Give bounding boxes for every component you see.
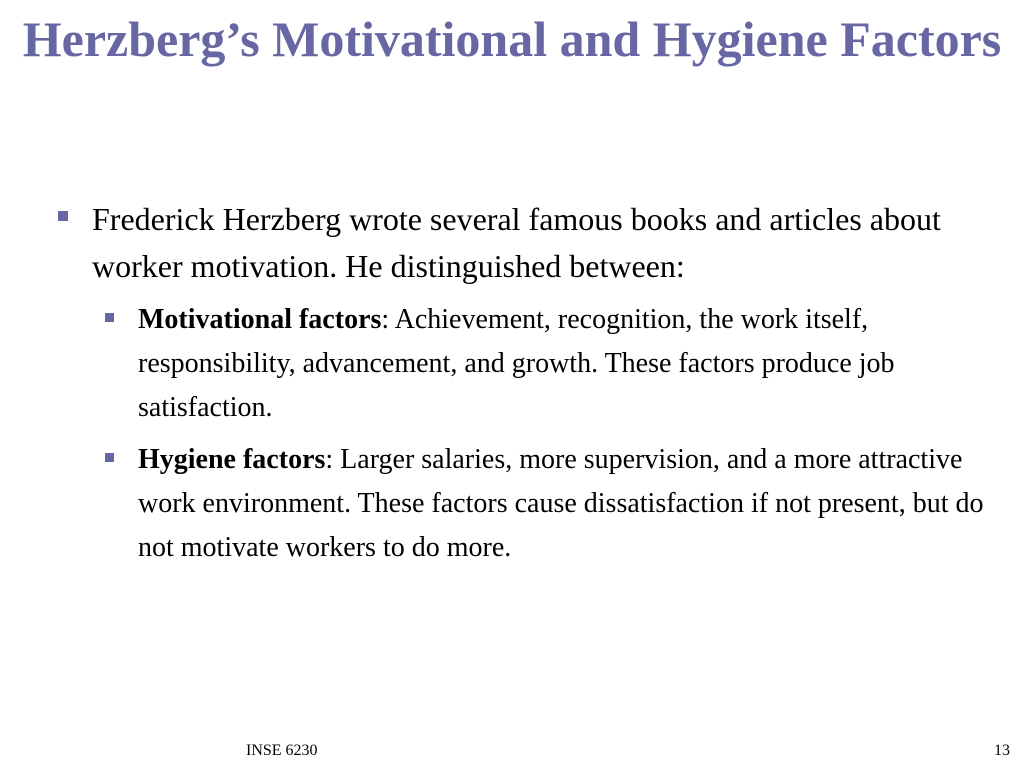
footer-course: INSE 6230 bbox=[246, 742, 318, 759]
square-bullet-icon bbox=[105, 453, 114, 462]
slide-title: Herzberg’s Motivational and Hygiene Factors bbox=[22, 11, 1002, 67]
sub-bullet-hygiene bbox=[105, 438, 988, 570]
bullet-item-intro bbox=[58, 196, 988, 290]
term-motivational: Motivational factors bbox=[138, 304, 382, 335]
intro-text: Frederick Herzberg wrote several famous books and articles about worker motivation. He distinguished between: bbox=[92, 201, 941, 284]
square-bullet-icon bbox=[105, 313, 114, 322]
page-number: 13 bbox=[994, 742, 1010, 759]
term-hygiene: Hygiene factors bbox=[138, 444, 326, 475]
definition-motivational: : Achievement, recognition, the work itself, responsibility, advancement, and growth. These factors produce job satisfaction. bbox=[138, 304, 895, 423]
slide-body bbox=[58, 196, 988, 578]
square-bullet-icon bbox=[58, 211, 68, 221]
sub-bullet-motivational bbox=[105, 298, 988, 430]
definition-hygiene: : Larger salaries, more supervision, and a more attractive work environment. These factors cause dissatisfaction if not present, but do not motivate workers to do more. bbox=[138, 444, 984, 563]
